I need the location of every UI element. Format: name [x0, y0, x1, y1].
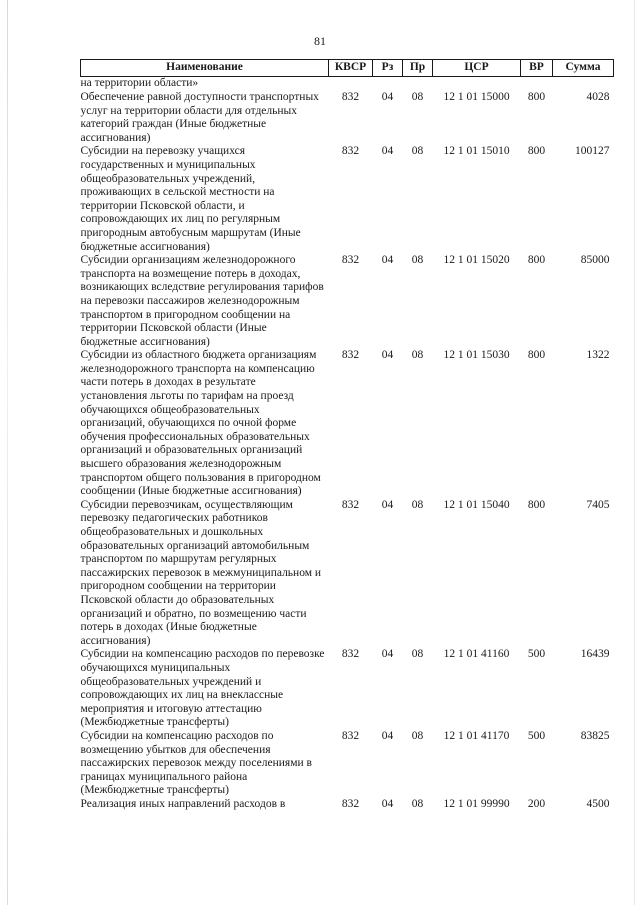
row-csr: 12 1 01 41160 — [443, 648, 510, 661]
row-csr: 12 1 01 15030 — [443, 349, 510, 362]
row-sum: 1322 — [586, 349, 610, 362]
page-number: 81 — [314, 34, 326, 48]
table-header-row — [81, 60, 614, 77]
row-sum: 85000 — [580, 254, 610, 267]
row-csr: 12 1 01 41170 — [443, 729, 510, 742]
budget-table — [80, 59, 614, 811]
continuation-row — [81, 77, 614, 92]
row-kvsr: 832 — [341, 254, 360, 267]
scan-margin-left — [7, 0, 8, 905]
row-vr: 500 — [527, 648, 546, 661]
row-pr: 08 — [411, 254, 424, 267]
row-kvsr: 832 — [341, 145, 360, 158]
row-pr: 08 — [411, 729, 424, 742]
header-kvsr: КВСР — [329, 60, 373, 77]
row-pr: 08 — [411, 648, 424, 661]
row-kvsr: 832 — [341, 729, 360, 742]
table-row — [81, 499, 614, 649]
row-rz: 04 — [381, 145, 394, 158]
table-row — [81, 349, 614, 499]
row-name: Субсидии перевозчикам, осуществляющим перевозку педагогических работников общеобразовательных и дошкольных образовательных организаций автомобильным транспортом по маршрутам регулярных пассажирских перевозок в межмуниципальном и пригородном сообщении на территории Псковской области до образовательных организаций и обратно, по возмещению части потерь в доходах (Иные бюджетные ассигнования) — [80, 498, 322, 647]
row-rz: 04 — [381, 349, 394, 362]
row-sum: 7405 — [586, 498, 610, 511]
header-vr: ВР — [521, 60, 553, 77]
header-name: Наименование — [81, 60, 329, 77]
row-kvsr: 832 — [341, 91, 360, 103]
row-csr: 12 1 01 15020 — [443, 254, 510, 267]
row-kvsr: 832 — [341, 648, 360, 661]
header-pr: Пр — [403, 60, 433, 77]
row-kvsr: 832 — [341, 797, 360, 810]
row-name: Субсидии из областного бюджета организациям железнодорожного транспорта на компенсацию части потерь в доходах в результате установления льготы по тарифам на проезд обучающихся общеобразовательных организаций, обучающихся по очной форме обучения профессиональных образовательных организаций и образовательных организаций высшего образования железнодорожным транспортом общего пользования в пригородном сообщении (Иные бюджетные ассигнования) — [80, 349, 321, 498]
row-pr: 08 — [411, 797, 424, 810]
row-sum: 4500 — [586, 797, 610, 810]
table-row — [81, 730, 614, 798]
row-csr: 12 1 01 15000 — [443, 91, 510, 103]
row-rz: 04 — [381, 729, 394, 742]
row-name: Субсидии организациям железнодорожного транспорта на возмещение потерь в доходах, возникающих вследствие регулирования тарифов на перевозки пассажиров железнодорожным транспортом в пригородном сообщении на территории Псковской области (Иные бюджетные ассигнования) — [80, 254, 324, 348]
row-vr: 500 — [527, 729, 546, 742]
continuation-text: на территории области» — [80, 77, 199, 89]
row-vr: 800 — [527, 254, 546, 267]
row-name: Реализация иных направлений расходов в — [80, 797, 286, 810]
row-sum: 4028 — [586, 91, 610, 103]
header-sum: Сумма — [553, 60, 614, 77]
row-csr: 12 1 01 15040 — [443, 498, 510, 511]
row-pr: 08 — [411, 498, 424, 511]
row-vr: 200 — [527, 797, 546, 810]
row-vr: 800 — [527, 145, 546, 158]
row-rz: 04 — [381, 797, 394, 810]
row-vr: 800 — [527, 349, 546, 362]
row-rz: 04 — [381, 498, 394, 511]
row-pr: 08 — [411, 349, 424, 362]
row-rz: 04 — [381, 254, 394, 267]
row-name: Субсидии на перевозку учащихся государственных и муниципальных общеобразовательных учреждений, проживающих в сельской местности на территории Псковской области, и сопровождающих их лиц по регулярным пригородным автобусным маршрутам (Иные бюджетные ассигнования) — [80, 145, 301, 253]
row-kvsr: 832 — [341, 349, 360, 362]
header-csr: ЦСР — [433, 60, 521, 77]
row-pr: 08 — [411, 91, 424, 103]
row-name: Обеспечение равной доступности транспортных услуг на территории области для отдельных категорий граждан (Иные бюджетные ассигнования) — [80, 91, 319, 144]
header-rz: Рз — [373, 60, 403, 77]
table-row — [81, 145, 614, 254]
table-row — [81, 91, 614, 145]
scan-margin-right — [634, 0, 635, 905]
row-name: Субсидии на компенсацию расходов по возмещению убытков для обеспечения пассажирских перевозок между поселениями в границах муниципального района (Межбюджетные трансферты) — [80, 729, 312, 797]
table-row — [81, 254, 614, 349]
row-rz: 04 — [381, 91, 394, 103]
row-vr: 800 — [527, 498, 546, 511]
row-csr: 12 1 01 15010 — [443, 145, 510, 158]
row-sum: 83825 — [580, 729, 610, 742]
row-sum: 16439 — [580, 648, 610, 661]
row-sum: 100127 — [575, 145, 610, 158]
row-rz: 04 — [381, 648, 394, 661]
row-name: Субсидии на компенсацию расходов по перевозке обучающихся муниципальных общеобразовательных учреждений и сопровождающих их лиц на внеклассные мероприятия и итоговую аттестацию (Межбюджетные трансферты) — [80, 648, 325, 729]
row-pr: 08 — [411, 145, 424, 158]
table-row — [81, 798, 614, 812]
row-csr: 12 1 01 99990 — [443, 797, 510, 810]
table-row — [81, 648, 614, 730]
row-vr: 800 — [527, 91, 546, 103]
row-kvsr: 832 — [341, 498, 360, 511]
